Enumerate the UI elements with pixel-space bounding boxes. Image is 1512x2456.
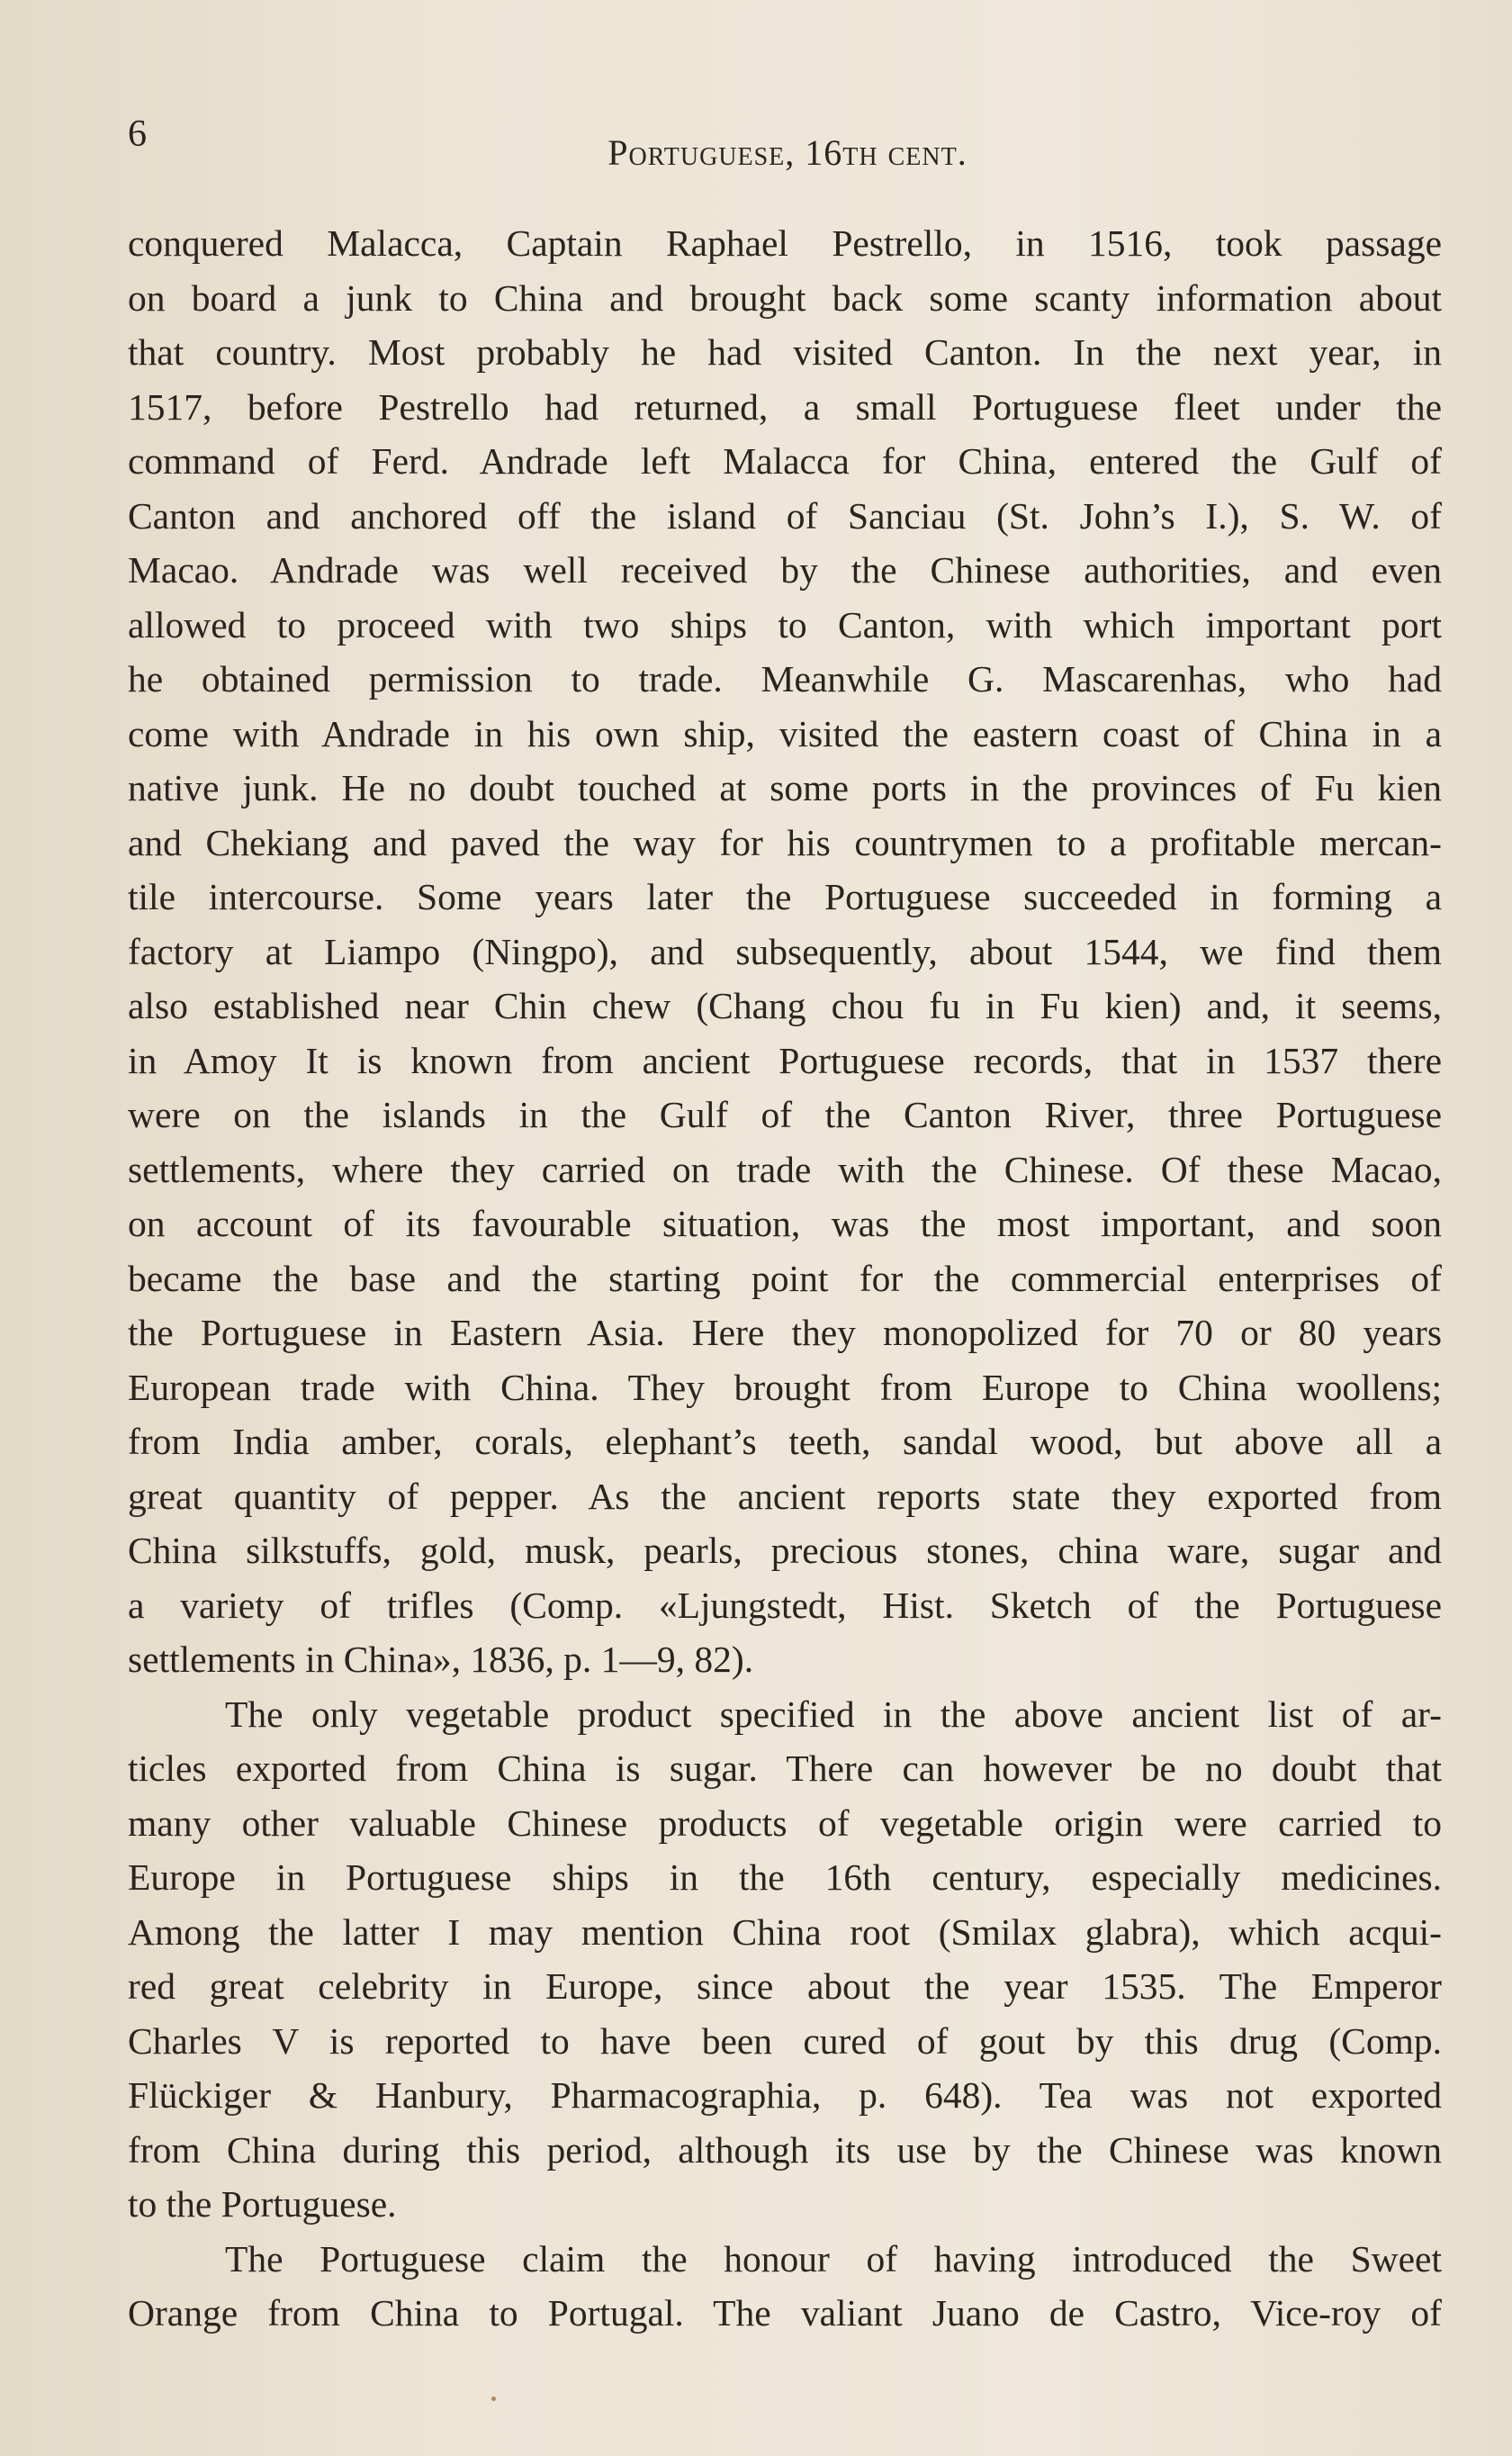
paragraph-1 (128, 216, 1442, 1687)
text-line: Among the latter I may mention China root (Smilax glabra), which acqui- (128, 1910, 1442, 1953)
text-line: became the base and the starting point for the commercial enterprises of (128, 1257, 1442, 1299)
text-line: Flückiger & Hanbury, Pharmacographia, p. 648). Tea was not exported (128, 2074, 1442, 2116)
text-line: native junk. He no doubt touched at some ports in the provinces of Fu kien (128, 767, 1442, 808)
text-line: ticles exported from China is sugar. There can however be no doubt that (128, 1747, 1442, 1789)
text-line: the Portuguese in Eastern Asia. Here they monopolized for 70 or 80 years (128, 1312, 1442, 1353)
text-line: and Chekiang and paved the way for his countrymen to a profitable mercan- (128, 821, 1442, 863)
text-line: Canton and anchored off the island of Sanciau (St. John’s I.), S. W. of (128, 494, 1442, 537)
page-number: 6 (128, 113, 147, 155)
text-line: from India amber, corals, elephant’s teeth, sandal wood, but above all a (128, 1421, 1442, 1462)
running-title: Portuguese, 16th cent. (608, 132, 968, 173)
text-line: a variety of trifles (Comp. «Ljungstedt, Hist. Sketch of the Portuguese (128, 1584, 1442, 1626)
text-line: tile intercourse. Some years later the Portuguese succeeded in forming a (128, 876, 1442, 917)
text-line: Europe in Portuguese ships in the 16th century, especially medicines. (128, 1856, 1442, 1898)
text-line: on account of its favourable situation, was the most important, and soon (128, 1203, 1442, 1244)
ink-speck (491, 2397, 496, 2401)
text-line: Macao. Andrade was well received by the Chinese authorities, and even (128, 549, 1442, 591)
text-line: come with Andrade in his own ship, visited the eastern coast of China in a (128, 712, 1442, 754)
text-line: also established near Chin chew (Chang chou fu in Fu kien) and, it seems, (128, 985, 1442, 1026)
text-line: conquered Malacca, Captain Raphael Pestrello, in 1516, took passage (128, 222, 1442, 264)
text-line: settlements in China», 1836, p. 1—9, 82). (128, 1639, 754, 1680)
text-line: Charles V is reported to have been cured of gout by this drug (Comp. (128, 2019, 1442, 2062)
text-line: China silkstuffs, gold, musk, pearls, precious stones, china ware, sugar and (128, 1530, 1442, 1571)
text-line: to the Portuguese. (128, 2183, 397, 2225)
body-text (128, 216, 1442, 2341)
text-line: 1517, before Pestrello had returned, a small Portuguese fleet under the (128, 385, 1442, 428)
text-line: European trade with China. They brought from Europe to China woollens; (128, 1366, 1442, 1408)
paragraph-2 (128, 1687, 1442, 2232)
text-line: were on the islands in the Gulf of the Canton River, three Portuguese (128, 1094, 1442, 1135)
paragraph-3 (128, 2232, 1442, 2341)
text-line: settlements, where they carried on trade with the Chinese. Of these Macao, (128, 1148, 1442, 1190)
text-line: great quantity of pepper. As the ancient reports state they exported from (128, 1475, 1442, 1517)
text-line: Orange from China to Portugal. The valiant Juano de Castro, Vice-roy of (128, 2292, 1442, 2334)
text-line: allowed to proceed with two ships to Canton, with which important port (128, 603, 1442, 646)
text-line: red great celebrity in Europe, since about the year 1535. The Emperor (128, 1965, 1442, 2007)
text-line: from China during this period, although its use by the Chinese was known (128, 2128, 1442, 2171)
text-line: that country. Most probably he had visited Canton. In the next year, in (128, 331, 1442, 373)
text-line: in Amoy It is known from ancient Portuguese records, that in 1537 there (128, 1039, 1442, 1081)
text-line: factory at Liampo (Ningpo), and subsequently, about 1544, we find them (128, 930, 1442, 972)
text-line: The Portuguese claim the honour of having introduced the Sweet (225, 2237, 1442, 2280)
text-line: command of Ferd. Andrade left Malacca for China, entered the Gulf of (128, 440, 1442, 482)
text-line: The only vegetable product specified in the above ancient list of ar- (225, 1693, 1442, 1735)
text-line: on board a junk to China and brought back some scanty information about (128, 276, 1442, 319)
text-line: many other valuable Chinese products of vegetable origin were carried to (128, 1801, 1442, 1844)
text-line: he obtained permission to trade. Meanwhile G. Mascarenhas, who had (128, 658, 1442, 700)
